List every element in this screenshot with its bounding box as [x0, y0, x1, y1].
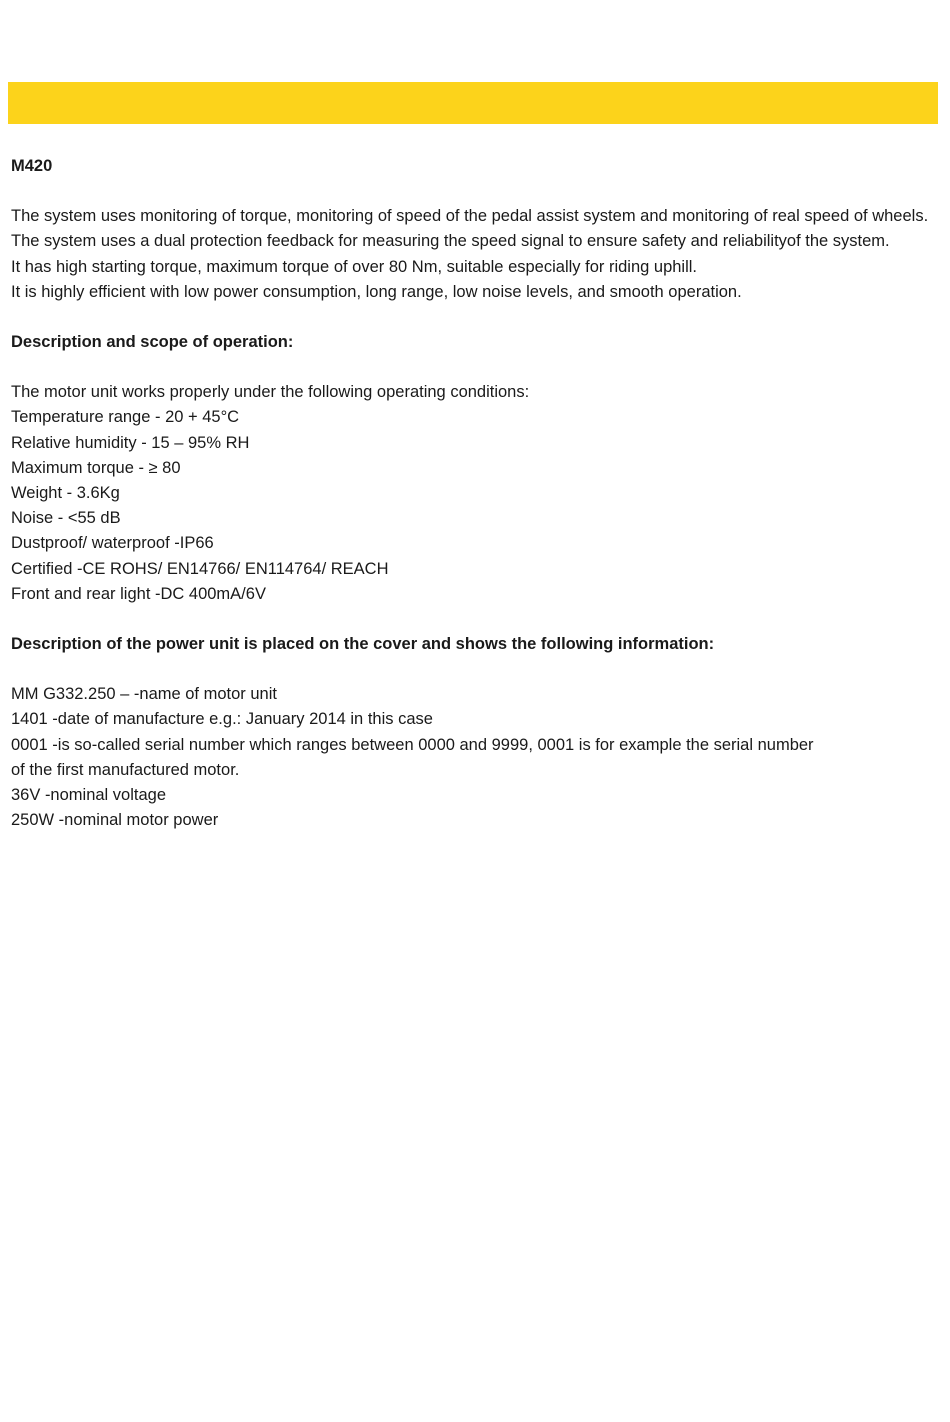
spec-item: Relative humidity - 15 – 95% RH: [11, 433, 250, 452]
intro-paragraph: The system uses a dual protection feedback for measuring the speed signal to ensure safety and reliabilityof the system.: [11, 232, 890, 251]
spec-item: Temperature range - 20 + 45°C: [11, 408, 240, 427]
label-item: MM G332.250 – -name of motor unit: [11, 685, 277, 704]
section-heading-power-unit: Description of the power unit is placed on the cover and shows the following information:: [11, 635, 715, 654]
label-item: 1401 -date of manufacture e.g.: January 2014 in this case: [11, 710, 433, 729]
label-item: of the first manufactured motor.: [11, 760, 240, 779]
operation-conditions-block: [11, 380, 936, 607]
spec-item: Maximum torque - ≥ 80: [11, 458, 181, 477]
section-heading-operation: Description and scope of operation:: [11, 333, 294, 352]
document-body: [11, 154, 936, 858]
label-item: 0001 -is so-called serial number which ranges between 0000 and 9999, 0001 is for example the serial number: [11, 735, 814, 754]
operation-lead: The motor unit works properly under the following operating conditions:: [11, 383, 530, 402]
power-unit-block: [11, 682, 936, 833]
label-item: 36V -nominal voltage: [11, 786, 167, 805]
spec-item: Certified -CE ROHS/ EN14766/ EN114764/ REACH: [11, 559, 389, 578]
spec-item: Dustproof/ waterproof -IP66: [11, 534, 214, 553]
spec-item: Weight - 3.6Kg: [11, 484, 120, 503]
spec-item: Noise - <55 dB: [11, 509, 121, 528]
document-title: M420: [11, 157, 53, 175]
header-yellow-band: [8, 82, 938, 124]
label-item: 250W -nominal motor power: [11, 811, 219, 830]
spec-item: Front and rear light -DC 400mA/6V: [11, 584, 266, 603]
intro-block: [11, 204, 936, 305]
intro-paragraph: The system uses monitoring of torque, monitoring of speed of the pedal assist system and monitoring of real speed of wheels.: [11, 207, 929, 226]
intro-paragraph: It has high starting torque, maximum torque of over 80 Nm, suitable especially for riding uphill.: [11, 257, 697, 276]
intro-paragraph: It is highly efficient with low power consumption, long range, low noise levels, and smooth operation.: [11, 282, 742, 301]
